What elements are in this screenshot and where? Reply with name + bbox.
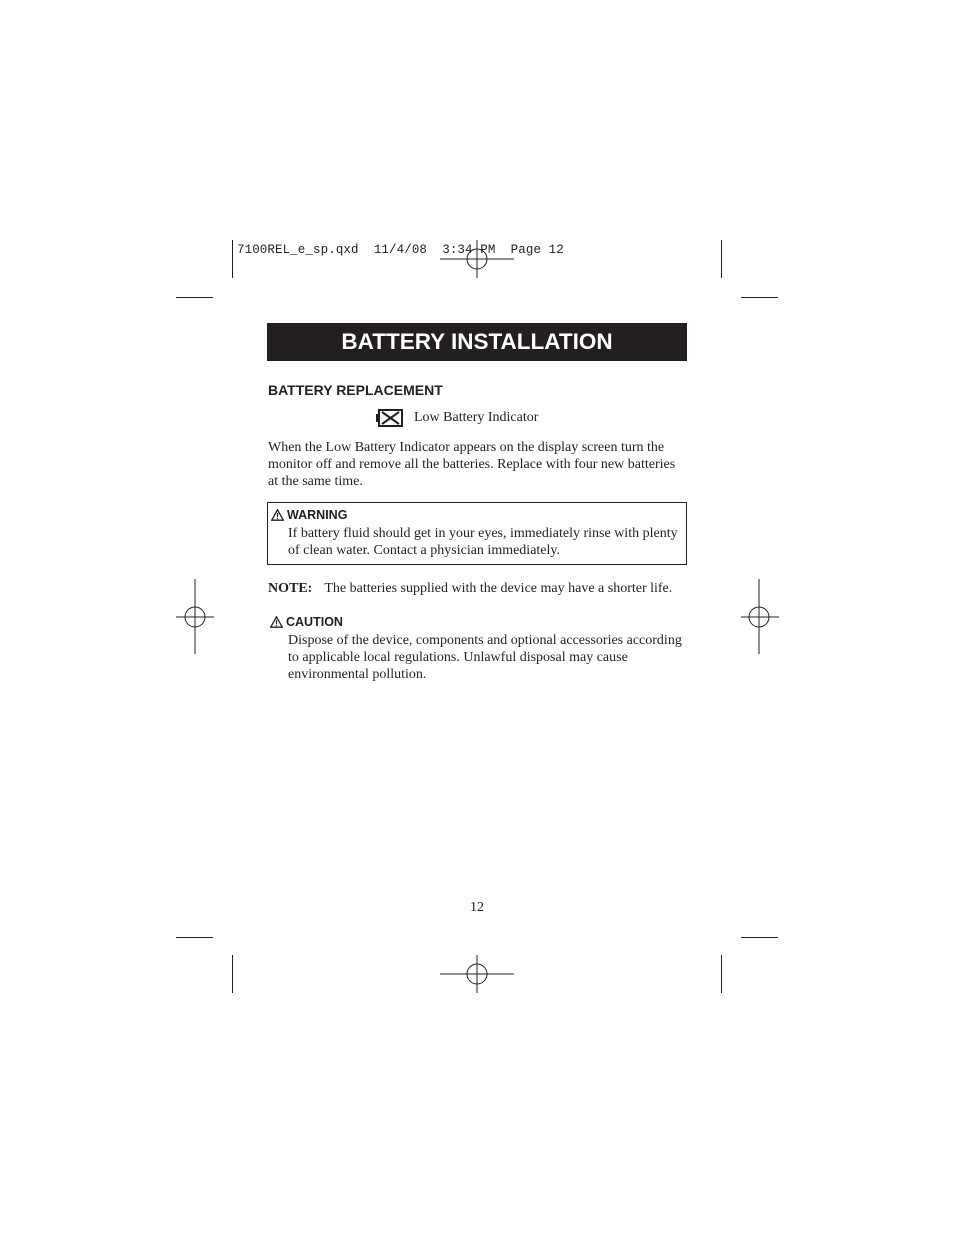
page-number: 12	[470, 900, 484, 915]
note	[268, 581, 672, 597]
warning-box	[267, 502, 687, 565]
low-battery-indicator-row	[376, 407, 538, 429]
warning-heading	[271, 508, 347, 522]
warning-triangle-icon	[270, 616, 283, 628]
low-battery-icon	[376, 407, 404, 429]
intro-paragraph: When the Low Battery Indicator appears on the display screen turn the monitor off and remove all the batteries. Replace with four new batteries at the same time.	[268, 440, 676, 489]
note-text: The batteries supplied with the device may have a shorter life.	[324, 581, 673, 596]
registration-mark-left	[175, 579, 215, 655]
registration-mark-top	[440, 240, 516, 280]
section-title: BATTERY INSTALLATION	[267, 323, 687, 361]
caution-heading	[270, 615, 343, 629]
warning-title: WARNING	[287, 508, 348, 522]
subsection-title: BATTERY REPLACEMENT	[268, 382, 443, 398]
caution-title: CAUTION	[286, 615, 343, 629]
registration-mark-right	[740, 579, 780, 655]
registration-mark-bottom	[440, 955, 516, 995]
warning-text: If battery fluid should get in your eyes, immediately rinse with plenty of clean water. Contact a physician immediately.	[288, 526, 678, 558]
caution-text: Dispose of the device, components and optional accessories according to applicable local regulations. Unlawful disposal may cause environmental pollution.	[288, 633, 682, 682]
indicator-label: Low Battery Indicator	[414, 410, 539, 425]
warning-triangle-icon	[271, 509, 284, 521]
print-slug: 7100REL_e_sp.qxd 11/4/08 3:34 PM Page 12	[237, 243, 564, 257]
note-label: NOTE:	[268, 581, 313, 596]
